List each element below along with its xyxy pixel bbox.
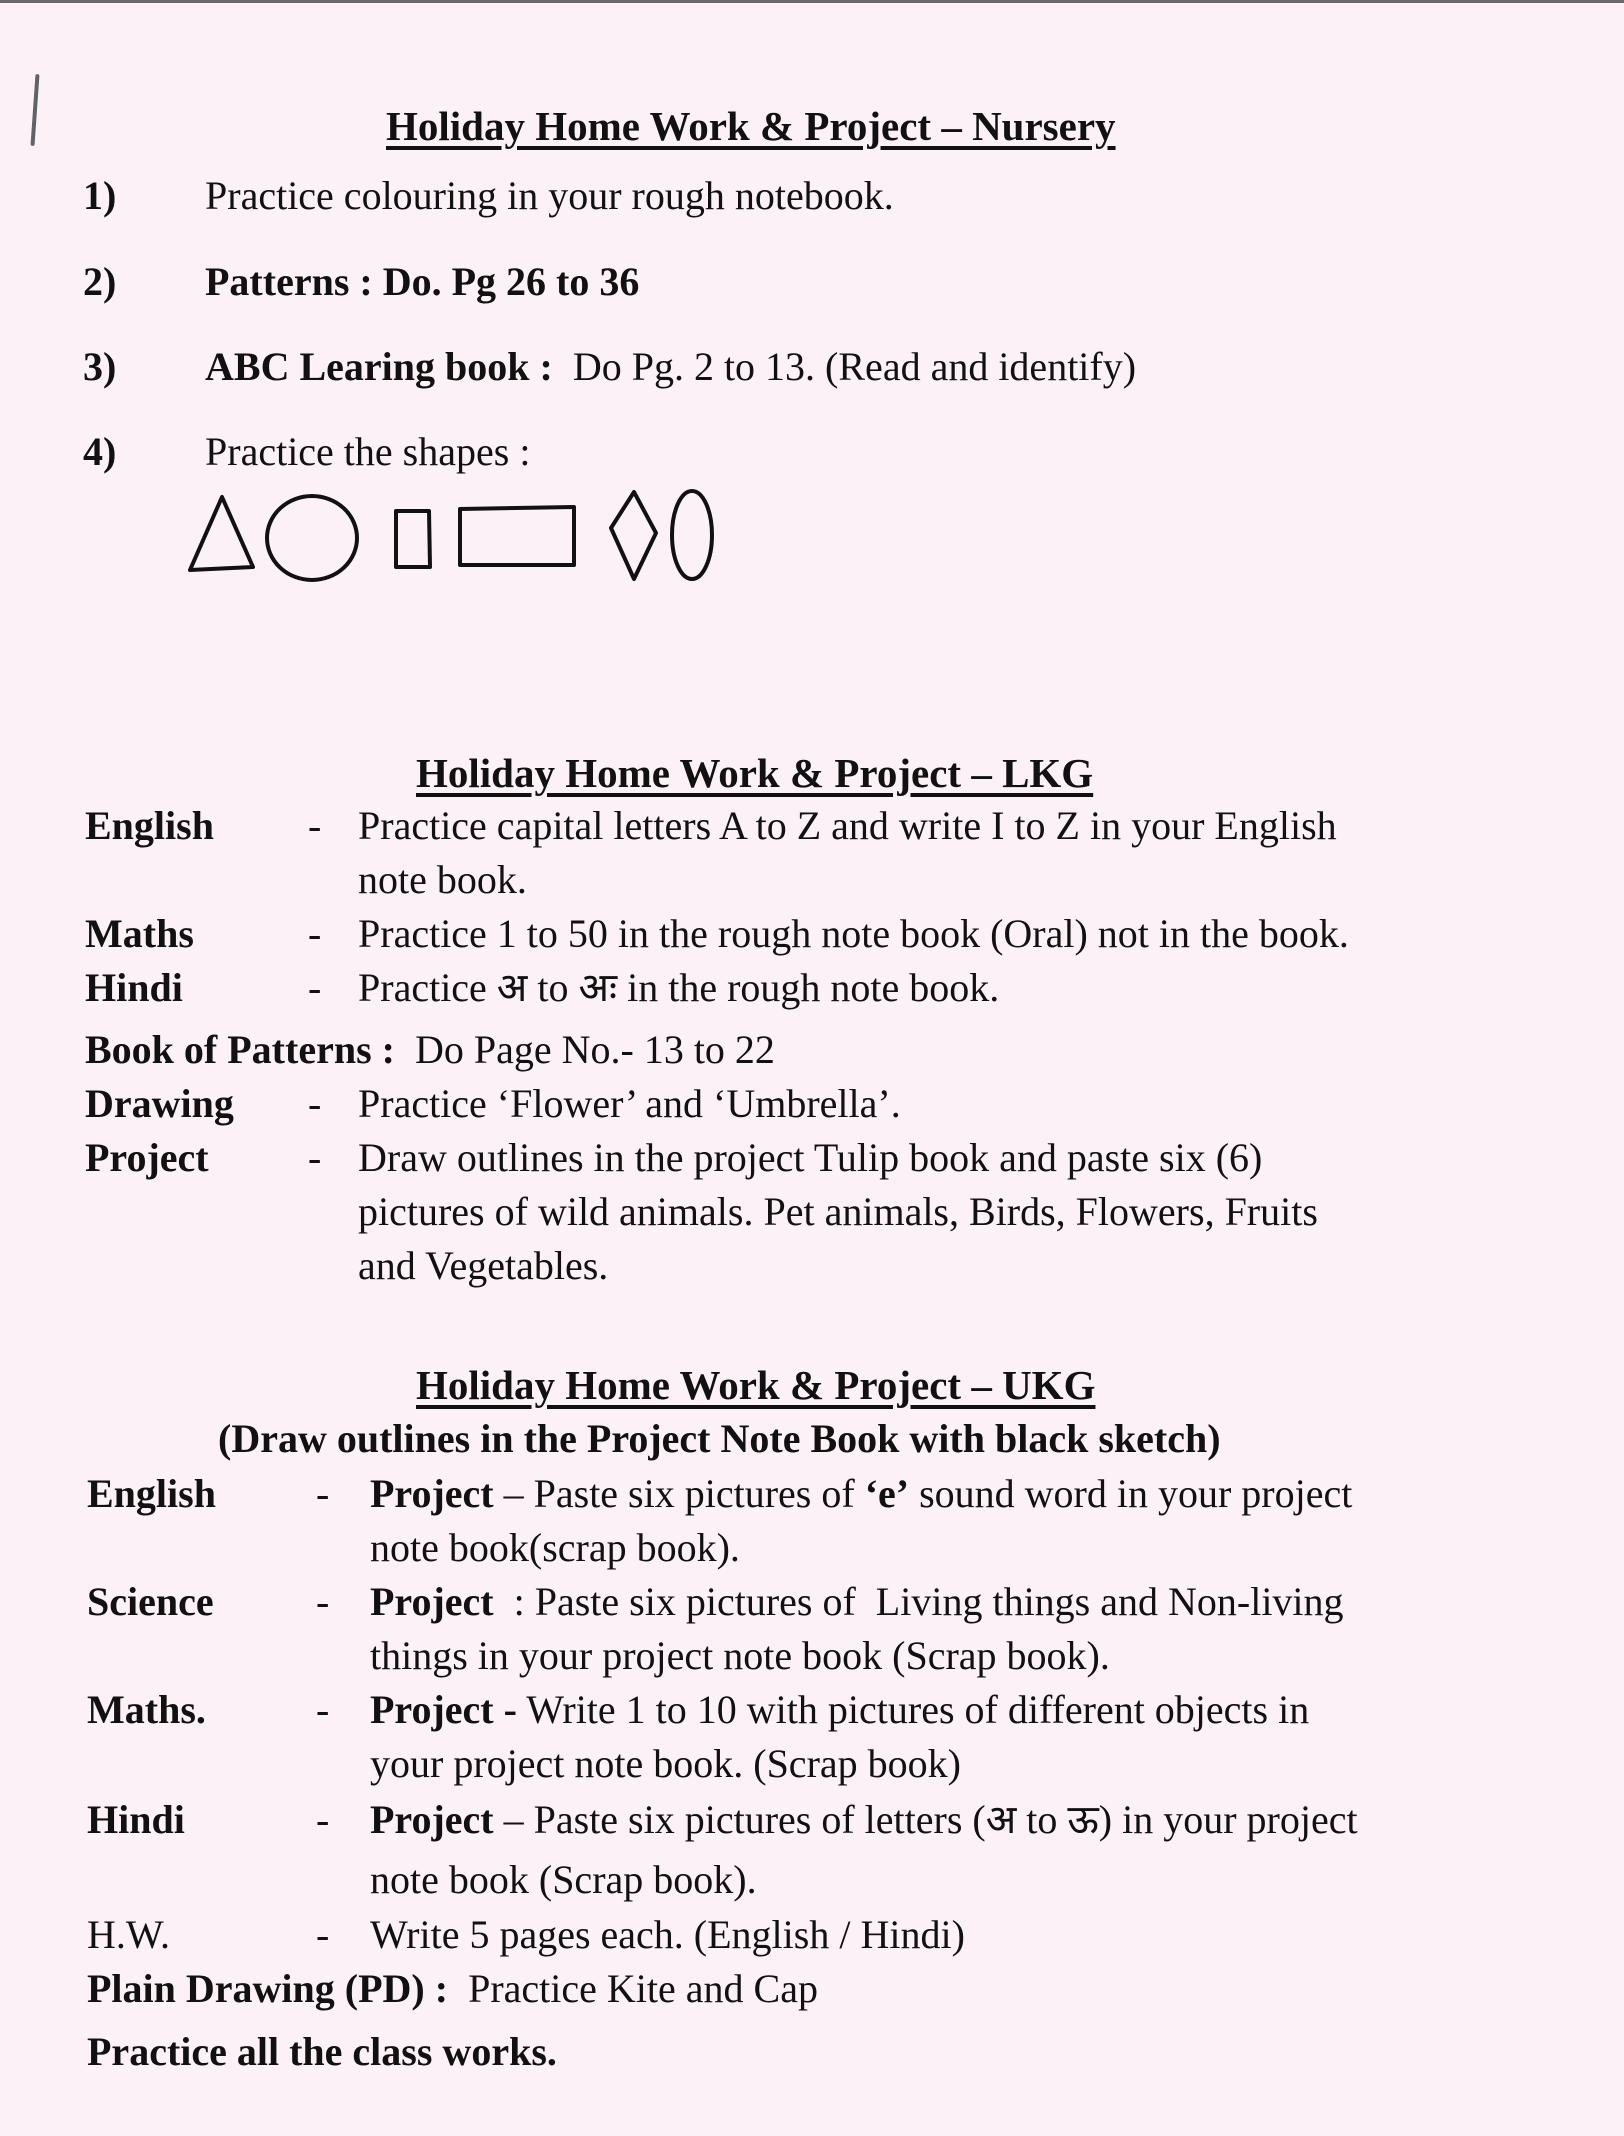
lkg-drawing-label: Drawing — [85, 1081, 234, 1126]
ukg-plain-drawing-label: Plain Drawing (PD) : — [87, 1966, 449, 2011]
ukg-hindi-line1: – Paste six pictures of letters (अ to ऊ) in your project — [493, 1797, 1358, 1842]
lkg-project-text-end: and Vegetables. — [358, 1243, 609, 1288]
nursery-item-number: 1) — [83, 173, 117, 218]
nursery-item-rest: Do Pg. 2 to 13. (Read and identify) — [552, 344, 1137, 389]
lkg-project-label: Project — [85, 1135, 209, 1180]
ukg-maths-line1: Write 1 to 10 with pictures of different objects in — [516, 1687, 1310, 1732]
nursery-item-text: Practice the shapes : — [205, 429, 531, 474]
nursery-item-number: 2) — [83, 259, 117, 304]
ukg-hindi-text-cont: note book (Scrap book). — [370, 1857, 757, 1902]
lkg-drawing-dash: - — [308, 1081, 322, 1126]
rectangle-shape — [460, 507, 574, 565]
ukg-science-line1: : Paste six pictures of Living things and Non-living — [493, 1579, 1344, 1624]
ukg-maths-text-cont: your project note book. (Scrap book) — [370, 1741, 961, 1786]
shapes-drawing — [180, 480, 880, 590]
nursery-item-text: Patterns : Do. Pg 26 to 36 — [205, 259, 640, 304]
lkg-english-text: Practice capital letters A to Z and write I to Z in your English — [358, 803, 1337, 848]
lkg-hindi-dash: - — [308, 965, 322, 1010]
ukg-plain-drawing — [87, 1966, 818, 2011]
ukg-science-project: Project — [370, 1579, 494, 1624]
nursery-item-bold: ABC Learing book : — [205, 344, 553, 389]
ukg-english-dash: - — [316, 1471, 330, 1516]
ukg-hindi-label: Hindi — [87, 1797, 185, 1842]
ukg-maths-project: Project - — [370, 1687, 517, 1732]
lkg-title: Holiday Home Work & Project – LKG — [416, 750, 1094, 796]
ukg-science-dash: - — [316, 1579, 330, 1624]
nursery-title: Holiday Home Work & Project – Nursery — [386, 103, 1116, 149]
ellipse-shape — [672, 491, 712, 579]
lkg-patterns-label: Book of Patterns : — [85, 1027, 395, 1072]
lkg-patterns-text: Do Page No.- 13 to 22 — [394, 1027, 775, 1072]
diamond-shape — [611, 492, 656, 579]
ukg-maths-dash: - — [316, 1687, 330, 1732]
ukg-hindi-text — [370, 1797, 1358, 1842]
pen-margin-mark — [30, 74, 39, 146]
nursery-item-text: Practice colouring in your rough notebook. — [205, 173, 894, 218]
ukg-plain-drawing-text: Practice Kite and Cap — [448, 1966, 818, 2011]
scan-top-edge — [0, 0, 1624, 3]
ukg-title: Holiday Home Work & Project – UKG — [416, 1362, 1096, 1408]
nursery-item-number: 4) — [83, 429, 117, 474]
lkg-patterns — [85, 1027, 775, 1072]
nursery-item-text — [205, 344, 1137, 389]
ukg-hw-dash: - — [316, 1912, 330, 1957]
ukg-hw-label: H.W. — [87, 1912, 170, 1957]
ukg-science-text — [370, 1579, 1344, 1624]
ukg-english-label: English — [87, 1471, 216, 1516]
ukg-hw-text: Write 5 pages each. (English / Hindi) — [370, 1912, 965, 1957]
lkg-maths-text: Practice 1 to 50 in the rough note book (Oral) not in the book. — [358, 911, 1349, 956]
triangle-shape — [190, 497, 253, 570]
lkg-drawing-text: Practice ‘Flower’ and ‘Umbrella’. — [358, 1081, 901, 1126]
ukg-english-project: Project — [370, 1471, 494, 1516]
lkg-english-label: English — [85, 803, 214, 848]
ukg-english-line1b: sound word in your project — [909, 1471, 1353, 1516]
lkg-hindi-label: Hindi — [85, 965, 183, 1010]
ukg-english-quoted: ‘e’ — [864, 1471, 910, 1516]
ukg-english-line1: – Paste six pictures of — [493, 1471, 865, 1516]
lkg-english-text-cont: note book. — [358, 857, 527, 902]
nursery-item-number: 3) — [83, 344, 117, 389]
oval-shape — [267, 496, 357, 580]
ukg-hindi-project: Project — [370, 1797, 494, 1842]
ukg-subtitle: (Draw outlines in the Project Note Book with black sketch) — [218, 1416, 1221, 1461]
lkg-english-dash: - — [308, 803, 322, 848]
lkg-project-text: Draw outlines in the project Tulip book and paste six (6) — [358, 1135, 1263, 1180]
lkg-project-dash: - — [308, 1135, 322, 1180]
ukg-footer-note: Practice all the class works. — [87, 2029, 557, 2074]
ukg-maths-text — [370, 1687, 1310, 1732]
lkg-hindi-text: Practice अ to अः in the rough note book. — [358, 965, 1000, 1010]
ukg-science-label: Science — [87, 1579, 214, 1624]
ukg-maths-label: Maths. — [87, 1687, 206, 1732]
square-shape — [396, 511, 430, 567]
ukg-english-text — [370, 1471, 1353, 1516]
ukg-hindi-dash: - — [316, 1797, 330, 1842]
lkg-maths-dash: - — [308, 911, 322, 956]
ukg-science-text-cont: things in your project note book (Scrap book). — [370, 1633, 1110, 1678]
lkg-maths-label: Maths — [85, 911, 194, 956]
lkg-project-text-cont: pictures of wild animals. Pet animals, Birds, Flowers, Fruits — [358, 1189, 1318, 1234]
ukg-english-text-cont: note book(scrap book). — [370, 1525, 740, 1570]
